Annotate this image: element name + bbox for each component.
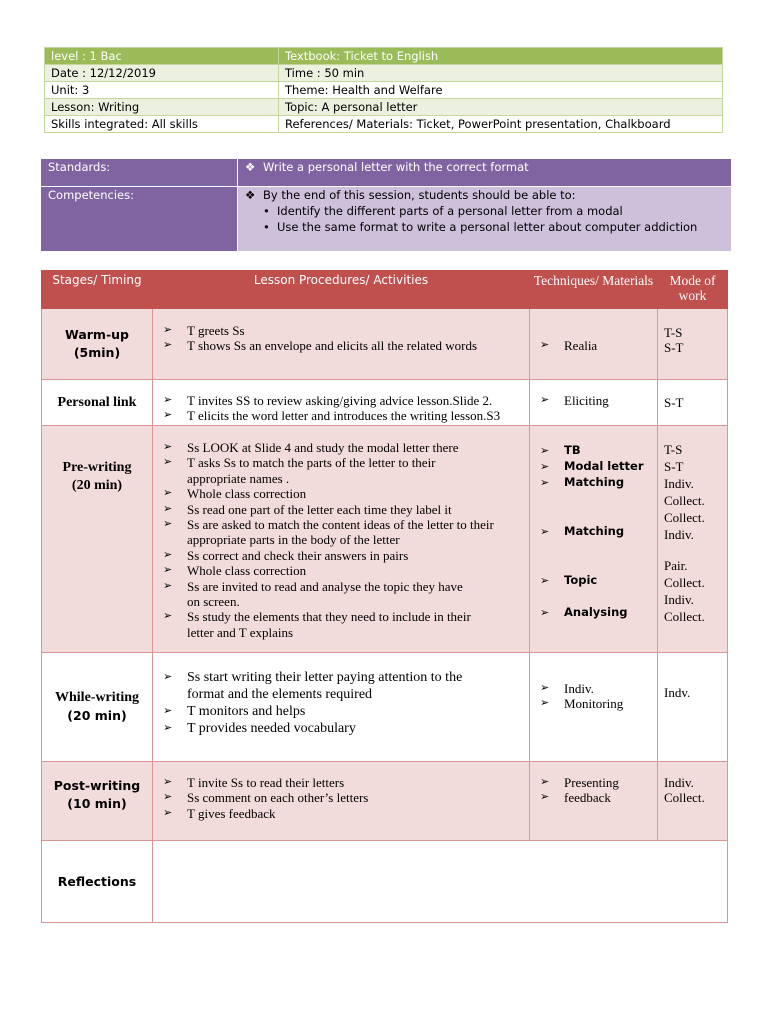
stages-header: Stages/ Timing xyxy=(42,271,153,309)
competencies-row xyxy=(41,187,732,252)
whilewriting-row xyxy=(42,653,728,762)
procedures-header: Lesson Procedures/ Activities xyxy=(153,271,530,309)
standards-row xyxy=(41,159,732,187)
postwriting-mode xyxy=(658,762,728,841)
list-item: ➢ T provides needed vocabulary xyxy=(163,720,529,737)
list-item: ➢ Whole class correction xyxy=(163,563,529,578)
technique-list xyxy=(530,338,657,353)
postwriting-techniques xyxy=(530,762,658,841)
mode-item: Pair. xyxy=(664,558,688,573)
textbook-cell: Textbook: Ticket to English xyxy=(279,48,723,65)
list-item: ➢ Matching xyxy=(540,475,657,491)
postwriting-procedures xyxy=(153,762,530,841)
list-item: ➢ Monitoring xyxy=(540,696,657,711)
info-row xyxy=(45,65,723,82)
standards-label: Standards: xyxy=(41,159,238,187)
mode-item: Indiv. xyxy=(664,527,694,542)
lesson-procedure-table xyxy=(41,270,728,923)
warmup-techniques xyxy=(530,309,658,380)
warmup-procedures xyxy=(153,309,530,380)
personal-link-mode xyxy=(658,380,728,426)
list-item: ➢ Modal letter xyxy=(540,459,657,475)
lesson-info-table xyxy=(44,47,723,133)
mode-item: T-S xyxy=(664,325,683,340)
list-item-continuation: appropriate names . xyxy=(187,470,290,486)
stage-name: Reflections xyxy=(57,873,137,889)
list-item-continuation: on screen. xyxy=(187,594,240,610)
list-item-continuation: letter and T explains xyxy=(187,624,294,640)
mode-item: Collect. xyxy=(664,575,705,590)
stage-time: (20 min) xyxy=(67,708,127,723)
topic-cell: Topic: A personal letter xyxy=(279,99,723,116)
list-item: ➢ Matching xyxy=(540,524,657,540)
list-item: ➢ T shows Ss an envelope and elicits all the related words xyxy=(163,338,529,353)
personal-link-row xyxy=(42,380,728,426)
mode-item: Collect. xyxy=(664,609,705,624)
procedure-list xyxy=(153,323,529,354)
prewriting-techniques xyxy=(530,426,658,653)
stage-time: (20 min) xyxy=(71,478,123,493)
warmup-row xyxy=(42,309,728,380)
stage-name: While-writing xyxy=(55,690,139,705)
list-item: ➢ Ss are asked to match the content ideas of the letter to their xyxy=(163,517,529,532)
list-item: ➢ Indiv. xyxy=(540,681,657,696)
warmup-stage xyxy=(42,309,153,380)
time-cell: Time : 50 min xyxy=(279,65,723,82)
mode-item: Indiv. xyxy=(664,592,694,607)
stage-name: Pre-writing xyxy=(62,460,132,475)
skills-cell: Skills integrated: All skills xyxy=(45,116,279,133)
list-item: ➢ Realia xyxy=(540,338,657,353)
technique-list xyxy=(530,393,657,408)
personal-link-stage xyxy=(42,380,153,426)
list-item: ➢ Ss LOOK at Slide 4 and study the modal letter there xyxy=(163,440,529,455)
info-row xyxy=(45,116,723,133)
mode-item: Collect. xyxy=(664,493,705,508)
procedure-list xyxy=(153,440,529,640)
postwriting-row xyxy=(42,762,728,841)
prewriting-stage xyxy=(42,426,153,653)
mode-item: Indiv. xyxy=(664,476,694,491)
mode-item: Indv. xyxy=(664,685,691,700)
lesson-cell: Lesson: Writing xyxy=(45,99,279,116)
list-item-continuation: format and the elements required xyxy=(187,687,373,702)
references-cell: References/ Materials: Ticket, PowerPoint presentation, Chalkboard xyxy=(279,116,723,133)
competencies-label: Competencies: xyxy=(41,187,238,252)
list-item: ➢ T gives feedback xyxy=(163,806,529,821)
standards-text: Write a personal letter with the correct format xyxy=(263,160,529,174)
procedure-list xyxy=(153,669,529,737)
list-item: ➢ Analysing xyxy=(540,605,657,621)
stage-name: Post-writing xyxy=(53,778,141,793)
list-item: ➢ Ss correct and check their answers in pairs xyxy=(163,548,529,563)
list-item: ➢ T greets Ss xyxy=(163,323,529,338)
level-cell: level : 1 Bac xyxy=(45,48,279,65)
personal-link-techniques xyxy=(530,380,658,426)
list-item: ➢ Ss are invited to read and analyse the topic they have xyxy=(163,579,529,594)
list-item: ➢ TB xyxy=(540,443,657,459)
mode-item: Collect. xyxy=(664,510,705,525)
list-item-continuation: appropriate parts in the body of the letter xyxy=(187,532,400,548)
stage-name: Personal link xyxy=(57,394,137,410)
competencies-value xyxy=(238,187,732,252)
whilewriting-mode xyxy=(658,653,728,762)
list-item: ➢ T invites SS to review asking/giving advice lesson.Slide 2. xyxy=(163,393,529,408)
procedure-list xyxy=(153,393,529,424)
list-item: ➢ Presenting xyxy=(540,775,657,790)
date-cell: Date : 12/12/2019 xyxy=(45,65,279,82)
info-row xyxy=(45,48,723,65)
procedure-list xyxy=(153,775,529,821)
stage-time: (10 min) xyxy=(67,796,127,811)
info-row xyxy=(45,99,723,116)
personal-link-procedures xyxy=(153,380,530,426)
list-item: ➢ T invite Ss to read their letters xyxy=(163,775,529,790)
techniques-header: Techniques/ Materials xyxy=(530,271,658,309)
list-item: ➢ Topic xyxy=(540,573,657,589)
competency-item: • Use the same format to write a personal letter about computer addiction xyxy=(245,220,724,234)
list-item: ➢ Ss start writing their letter paying attention to the xyxy=(163,669,529,686)
competency-item: • Identify the different parts of a personal letter from a modal xyxy=(245,204,724,218)
mode-item: S-T xyxy=(664,394,684,410)
technique-list xyxy=(530,443,657,621)
stage-name: Warm-up xyxy=(64,327,129,342)
prewriting-row xyxy=(42,426,728,653)
mode-header: Mode of work xyxy=(658,271,728,309)
mode-item: S-T xyxy=(664,340,684,356)
list-item: ➢ Ss study the elements that they need to include in their xyxy=(163,609,529,624)
prewriting-procedures xyxy=(153,426,530,653)
stage-time: (5min) xyxy=(73,345,121,360)
standards-table xyxy=(40,158,732,252)
reflections-content xyxy=(153,841,728,923)
reflections-stage xyxy=(42,841,153,923)
warmup-mode xyxy=(658,309,728,380)
whilewriting-techniques xyxy=(530,653,658,762)
whilewriting-procedures xyxy=(153,653,530,762)
prewriting-mode xyxy=(658,426,728,653)
list-item: ➢ Whole class correction xyxy=(163,486,529,501)
list-item: ➢ Ss comment on each other’s letters xyxy=(163,790,529,805)
list-item: ➢ T elicits the word letter and introduces the writing lesson.S3 xyxy=(163,408,529,423)
mode-item: S-T xyxy=(664,459,684,474)
list-item: ➢ T asks Ss to match the parts of the letter to their xyxy=(163,455,529,470)
mode-item: Collect. xyxy=(664,790,705,806)
mode-item: Indiv. xyxy=(664,775,694,790)
diamond-bullet-icon: ❖ xyxy=(245,188,256,202)
whilewriting-stage xyxy=(42,653,153,762)
postwriting-stage xyxy=(42,762,153,841)
mode-item: T-S xyxy=(664,442,683,457)
theme-cell: Theme: Health and Welfare xyxy=(279,82,723,99)
competencies-intro: By the end of this session, students should be able to: xyxy=(263,188,576,202)
standards-value xyxy=(238,159,732,187)
table-header-row xyxy=(42,271,728,309)
list-item: ➢ Eliciting xyxy=(540,393,657,408)
unit-cell: Unit: 3 xyxy=(45,82,279,99)
diamond-bullet-icon: ❖ xyxy=(245,160,256,174)
list-item: ➢ feedback xyxy=(540,790,657,805)
technique-list xyxy=(530,775,657,806)
list-item: ➢ Ss read one part of the letter each time they label it xyxy=(163,502,529,517)
reflections-row xyxy=(42,841,728,923)
technique-list xyxy=(530,681,657,712)
list-item: ➢ T monitors and helps xyxy=(163,703,529,720)
info-row xyxy=(45,82,723,99)
